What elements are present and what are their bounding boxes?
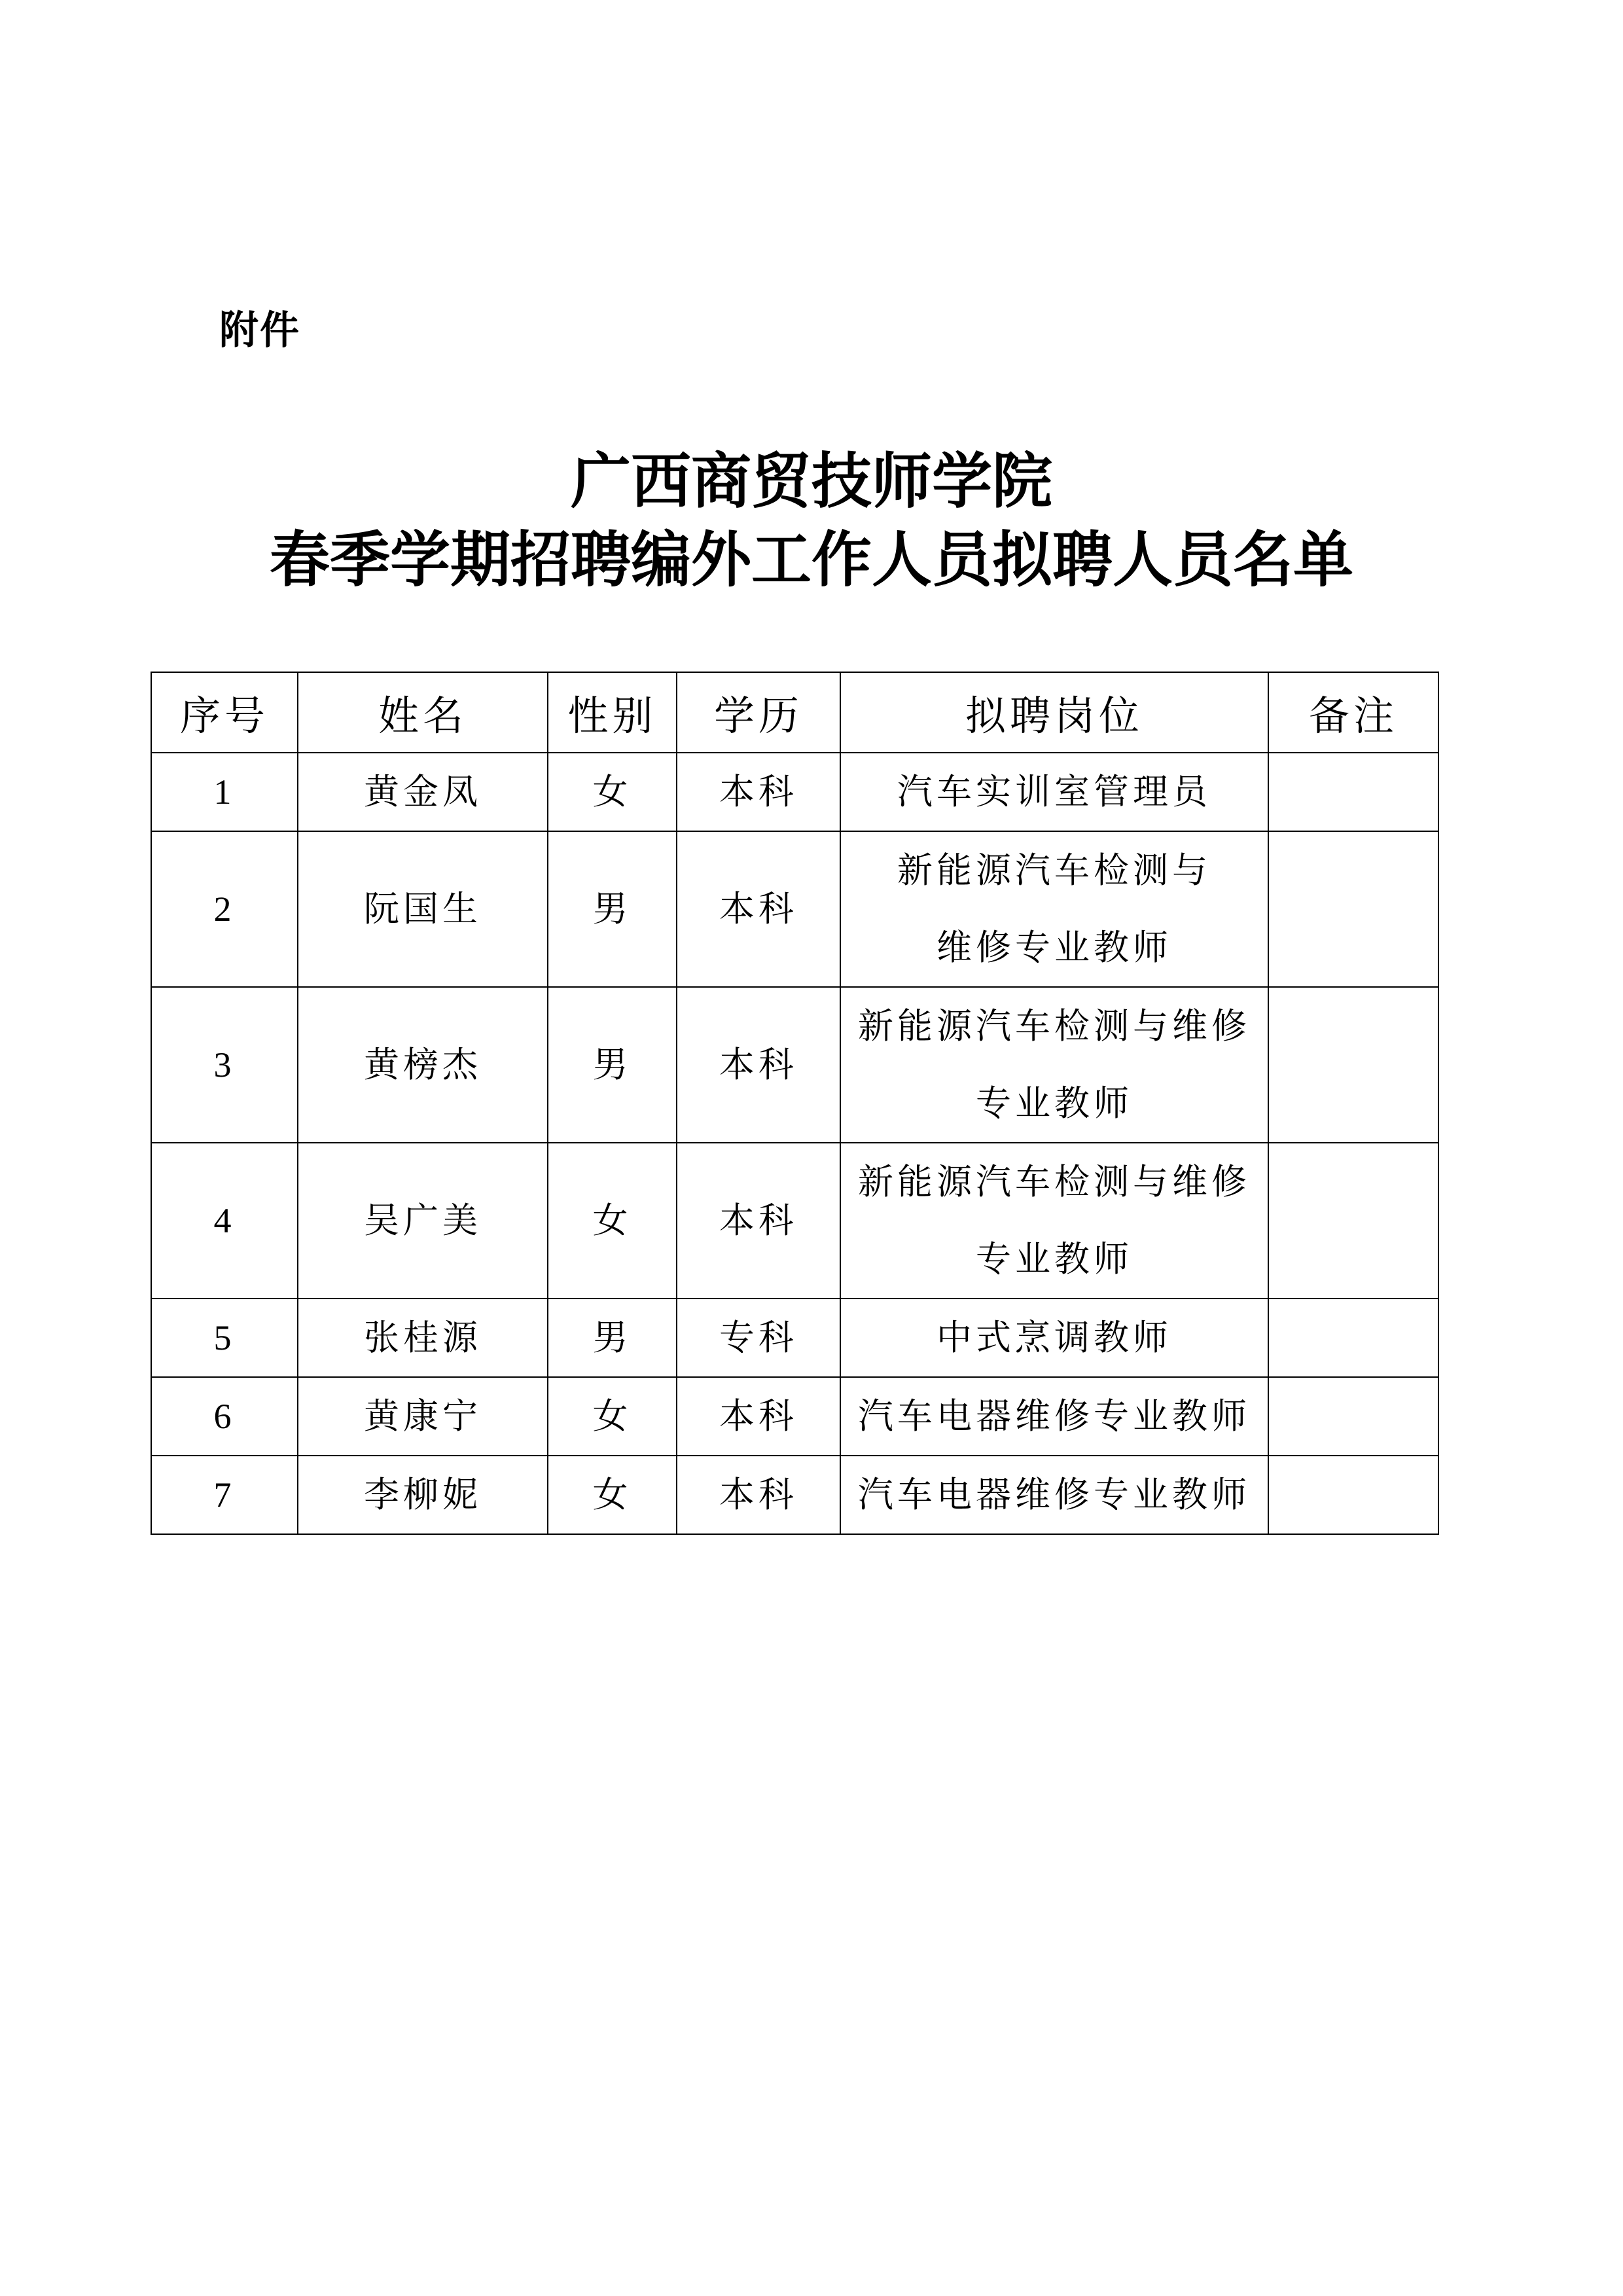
cell-position xyxy=(840,1143,1268,1299)
cell-index: 3 xyxy=(151,987,298,1143)
cell-remarks xyxy=(1268,1377,1438,1456)
header-remarks: 备注 xyxy=(1268,672,1438,753)
cell-education: 本科 xyxy=(677,1377,840,1456)
document-title-line1: 广西商贸技师学院 xyxy=(570,446,1052,516)
cell-gender: 女 xyxy=(548,1456,677,1534)
attachment-label: 附件 xyxy=(219,308,300,353)
header-index: 序号 xyxy=(151,672,298,753)
header-gender: 性别 xyxy=(548,672,677,753)
header-name: 姓名 xyxy=(298,672,548,753)
header-position: 拟聘岗位 xyxy=(840,672,1268,753)
table-row xyxy=(151,1143,1438,1299)
cell-name: 张桂源 xyxy=(298,1299,548,1377)
cell-index: 7 xyxy=(151,1456,298,1534)
cell-position xyxy=(840,831,1268,987)
cell-education: 本科 xyxy=(677,987,840,1143)
cell-position xyxy=(840,1299,1268,1377)
cell-gender: 女 xyxy=(548,1143,677,1299)
cell-name: 阮国生 xyxy=(298,831,548,987)
cell-education: 本科 xyxy=(677,1143,840,1299)
cell-name: 黄金凤 xyxy=(298,753,548,831)
table-row xyxy=(151,987,1438,1143)
cell-gender: 女 xyxy=(548,1377,677,1456)
cell-position xyxy=(840,987,1268,1143)
position-line1: 新能源汽车检测与维修 xyxy=(858,1005,1251,1047)
cell-index: 1 xyxy=(151,753,298,831)
cell-remarks xyxy=(1268,1143,1438,1299)
table-row xyxy=(151,1299,1438,1377)
cell-index: 4 xyxy=(151,1143,298,1299)
header-education: 学历 xyxy=(677,672,840,753)
cell-index: 2 xyxy=(151,831,298,987)
cell-gender: 男 xyxy=(548,1299,677,1377)
position-line1: 汽车电器维修专业教师 xyxy=(858,1395,1251,1437)
position-line1: 汽车实训室管理员 xyxy=(897,771,1211,812)
cell-position xyxy=(840,753,1268,831)
position-line1: 新能源汽车检测与 xyxy=(897,850,1211,891)
table-row xyxy=(151,753,1438,831)
position-line2: 维修专业教师 xyxy=(936,927,1172,968)
table-row xyxy=(151,1377,1438,1456)
cell-name: 李柳妮 xyxy=(298,1456,548,1534)
cell-index: 5 xyxy=(151,1299,298,1377)
cell-education: 本科 xyxy=(677,831,840,987)
table-header-row xyxy=(151,672,1438,753)
cell-remarks xyxy=(1268,753,1438,831)
cell-gender: 男 xyxy=(548,831,677,987)
position-line1: 中式烹调教师 xyxy=(936,1317,1172,1358)
position-line2: 专业教师 xyxy=(976,1238,1133,1280)
cell-position xyxy=(840,1456,1268,1534)
cell-remarks xyxy=(1268,1456,1438,1534)
cell-remarks xyxy=(1268,1299,1438,1377)
cell-remarks xyxy=(1268,987,1438,1143)
cell-remarks xyxy=(1268,831,1438,987)
cell-education: 本科 xyxy=(677,1456,840,1534)
cell-education: 本科 xyxy=(677,753,840,831)
table-row xyxy=(151,831,1438,987)
cell-name: 黄康宁 xyxy=(298,1377,548,1456)
cell-position xyxy=(840,1377,1268,1456)
cell-gender: 女 xyxy=(548,753,677,831)
cell-education: 专科 xyxy=(677,1299,840,1377)
document-title-line2: 春季学期招聘编外工作人员拟聘人员名单 xyxy=(269,524,1353,595)
position-line1: 汽车电器维修专业教师 xyxy=(858,1474,1251,1515)
cell-gender: 男 xyxy=(548,987,677,1143)
position-line2: 专业教师 xyxy=(976,1083,1133,1124)
position-line1: 新能源汽车检测与维修 xyxy=(858,1161,1251,1202)
cell-name: 黄榜杰 xyxy=(298,987,548,1143)
cell-index: 6 xyxy=(151,1377,298,1456)
table-row xyxy=(151,1456,1438,1534)
roster-table xyxy=(151,672,1439,1535)
cell-name: 吴广美 xyxy=(298,1143,548,1299)
